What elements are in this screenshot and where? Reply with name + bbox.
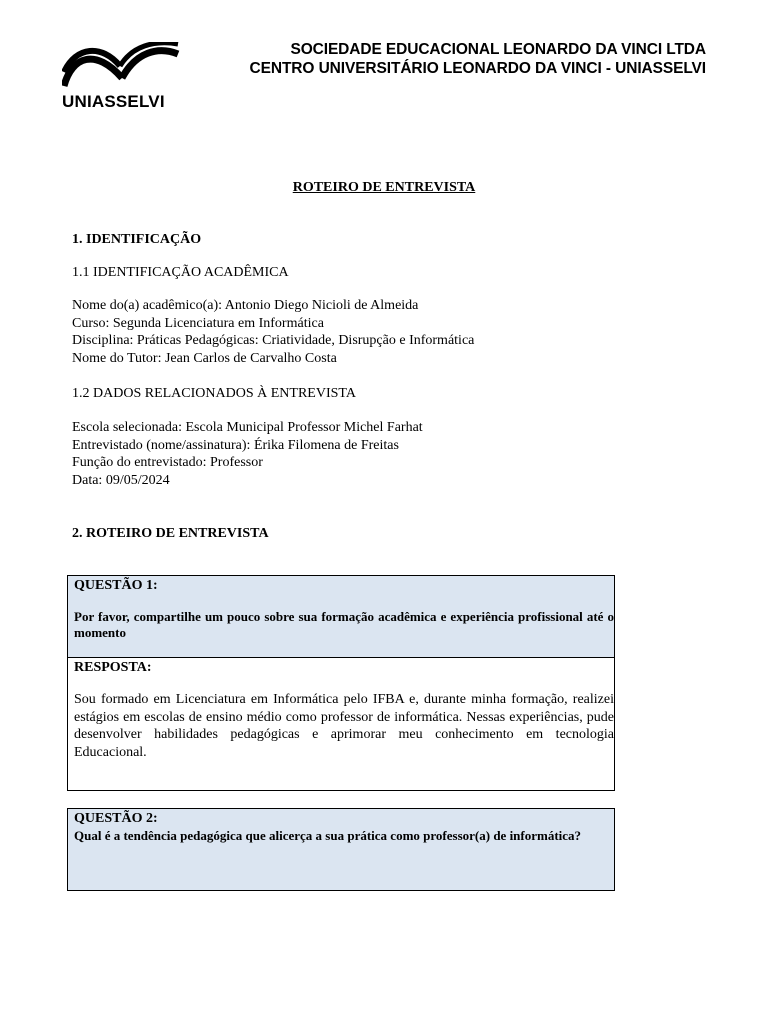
document-title: ROTEIRO DE ENTREVISTA	[292, 180, 476, 195]
institution-line-1: SOCIEDADE EDUCACIONAL LEONARDO DA VINCI LTDA	[290, 41, 706, 58]
answer-1-text: Sou formado em Licenciatura em Informática pelo IFBA e, durante minha formação, realizei estágios em escolas de ensino médio como professor de informática. Nessas experiências, pude desenvolver habilidades pedagógicas e aprimorar meu conhecimento em tecnologia Educacional.	[74, 692, 614, 760]
institution-line-2: CENTRO UNIVERSITÁRIO LEONARDO DA VINCI - UNIASSELVI	[249, 60, 706, 77]
interview-school: Escola selecionada: Escola Municipal Professor Michel Farhat	[72, 420, 423, 435]
question-1-text: Por favor, compartilhe um pouco sobre sua formação acadêmica e experiência profissional até o momento	[74, 609, 614, 640]
question-1-box	[67, 575, 615, 791]
question-2-text: Qual é a tendência pedagógica que alicerça a sua prática como professor(a) de informática?	[74, 828, 582, 843]
question-1-header	[68, 576, 614, 658]
academic-discipline: Disciplina: Práticas Pedagógicas: Criatividade, Disrupção e Informática	[72, 333, 475, 348]
academic-tutor: Nome do Tutor: Jean Carlos de Carvalho Costa	[72, 350, 337, 366]
interview-info	[72, 419, 423, 489]
question-1-label: QUESTÃO 1:	[74, 578, 158, 593]
academic-info	[72, 297, 474, 367]
section-1-1-heading: 1.1 IDENTIFICAÇÃO ACADÊMICA	[72, 265, 289, 280]
answer-1-area	[68, 658, 614, 790]
uniasselvi-logo	[62, 42, 180, 116]
institution-header	[250, 40, 706, 78]
academic-course: Curso: Segunda Licenciatura em Informática	[72, 315, 324, 331]
question-2-header	[68, 809, 614, 890]
interview-role: Função do entrevistado: Professor	[72, 455, 263, 470]
section-1-2-heading: 1.2 DADOS RELACIONADOS À ENTREVISTA	[72, 386, 356, 401]
section-2-heading: 2. ROTEIRO DE ENTREVISTA	[72, 526, 269, 541]
interview-date: Data: 09/05/2024	[72, 472, 170, 488]
question-2-label: QUESTÃO 2:	[74, 811, 158, 826]
logo-arches-icon	[62, 42, 180, 90]
answer-1-label: RESPOSTA:	[74, 660, 152, 675]
academic-name: Nome do(a) acadêmico(a): Antonio Diego Nicioli de Almeida	[72, 298, 419, 313]
logo-wordmark: UNIASSELVI	[62, 92, 165, 111]
question-2-box	[67, 808, 615, 891]
section-1-heading: 1. IDENTIFICAÇÃO	[72, 232, 202, 247]
interview-interviewee: Entrevistado (nome/assinatura): Érika Filomena de Freitas	[72, 437, 399, 453]
